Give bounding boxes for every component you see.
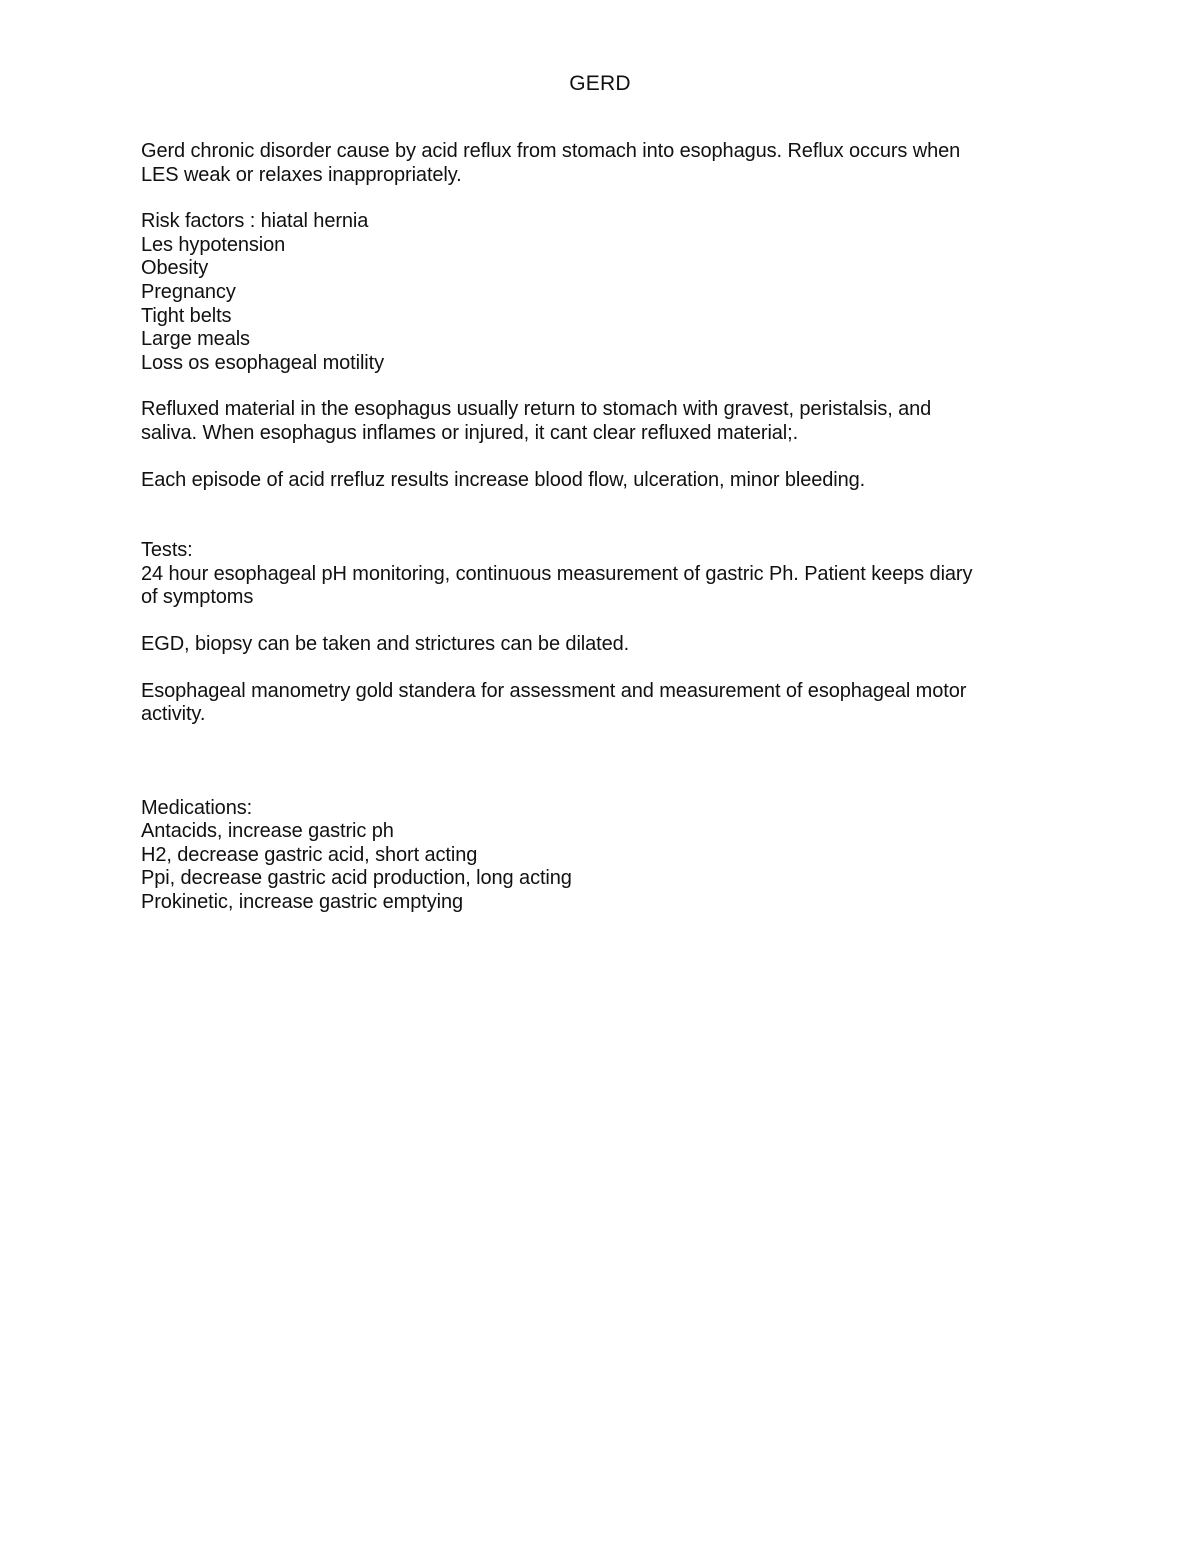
egd-line: EGD, biopsy can be taken and strictures can be dilated. <box>141 632 630 655</box>
intro-paragraph <box>141 140 1071 187</box>
medication-item: Prokinetic, increase gastric emptying <box>141 891 463 914</box>
tests-section <box>141 539 1071 727</box>
manometry-line: activity. <box>141 703 206 726</box>
section-spacer <box>141 727 1071 797</box>
medications-heading: Medications: <box>141 796 253 819</box>
manometry-line: Esophageal manometry gold standera for assessment and measurement of esophageal motor <box>141 679 967 702</box>
intro-line: Gerd chronic disorder cause by acid reflux from stomach into esophagus. Reflux occurs when <box>141 140 961 162</box>
risk-factor-item: Risk factors : hiatal hernia <box>141 210 369 233</box>
refluxed-paragraph <box>141 398 1071 445</box>
medication-item: Antacids, increase gastric ph <box>141 820 394 843</box>
document-title: GERD <box>569 72 631 95</box>
risk-factor-item: Obesity <box>141 257 209 280</box>
medications-section <box>141 797 1071 915</box>
medication-item: Ppi, decrease gastric acid production, long acting <box>141 867 572 890</box>
ph-monitoring-line: of symptoms <box>141 586 254 609</box>
refluxed-line: Refluxed material in the esophagus usually return to stomach with gravest, peristalsis, and <box>141 398 932 421</box>
tests-heading: Tests: <box>141 539 193 562</box>
document-body <box>141 140 1071 915</box>
ph-monitoring-line: 24 hour esophageal pH monitoring, continuous measurement of gastric Ph. Patient keeps diary <box>141 562 973 585</box>
intro-line: LES weak or relaxes inappropriately. <box>141 163 462 186</box>
paragraph-spacer <box>141 657 1071 680</box>
risk-factor-item: Pregnancy <box>141 280 236 303</box>
risk-factor-item: Tight belts <box>141 304 232 327</box>
refluxed-line: saliva. When esophagus inflames or injured, it cant clear refluxed material;. <box>141 421 799 444</box>
paragraph-spacer <box>141 375 1071 398</box>
risk-factor-item: Les hypotension <box>141 233 286 256</box>
episode-paragraph: Each episode of acid rrefluz results increase blood flow, ulceration, minor bleeding. <box>141 468 866 491</box>
risk-factors-list <box>141 210 1071 375</box>
medication-item: H2, decrease gastric acid, short acting <box>141 843 478 866</box>
paragraph-spacer <box>141 610 1071 633</box>
paragraph-spacer <box>141 446 1071 469</box>
paragraph-spacer <box>141 187 1071 210</box>
section-spacer <box>141 492 1071 539</box>
risk-factor-item: Loss os esophageal motility <box>141 351 384 374</box>
risk-factor-item: Large meals <box>141 328 250 351</box>
